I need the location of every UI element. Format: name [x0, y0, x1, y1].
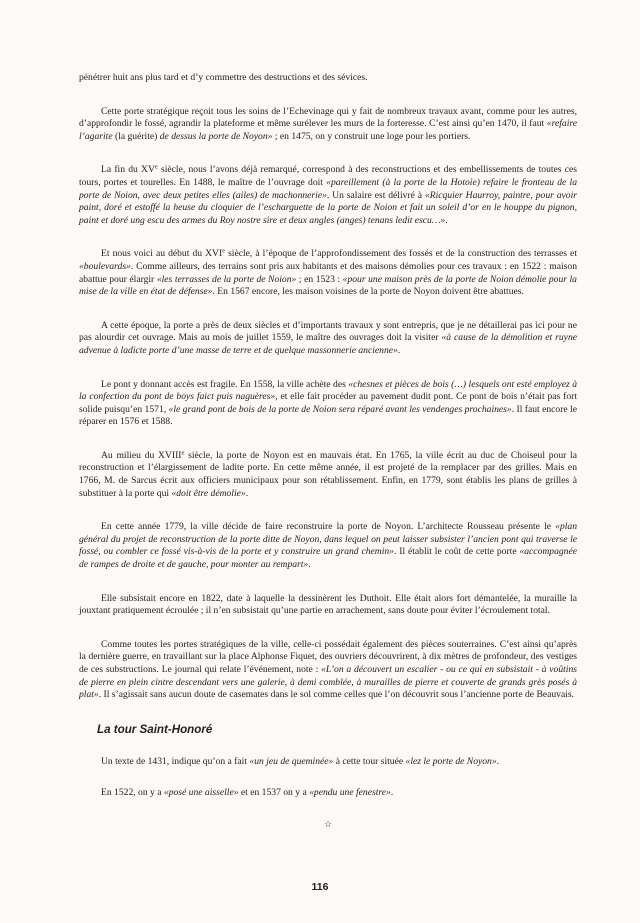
- text-run: En 1522, on y a: [101, 787, 164, 799]
- text-run: pénétrer huit ans plus tard et d’y commettre des destructions et des sévices.: [79, 72, 368, 83]
- page-number: 116: [311, 881, 329, 893]
- text-run: à cette tour située: [333, 755, 406, 767]
- text-run: A cette époque, la porte a près de deux siècles et d’importants travaux y sont entrepris, que je ne détaillerai pas ici pour ne pas alourdir cet ouvrage. Mais au mois de juillet 1559, le maître des ouvrages doit la visiter: [79, 319, 577, 344]
- text-run: , et elle fait procéder au pavement dudit pont. Ce pont de bois n’était pas fort solide puisqu’en 1571,: [79, 391, 577, 415]
- paragraph: [79, 164, 577, 227]
- text-run: Elle subsistait encore en 1822, date à laquelle la dessinèrent les Duthoit. Elle était alors fort démantelée, la muraille la jouxtant pratiquement écroulée ; il n’en subsistait qu’une partie en arrachement, sans doute pour éviter l’écroulement total.: [79, 592, 577, 617]
- quote-italic: «accompagnée de rampes de droite et de gauche, pour monter au rempart»: [79, 546, 577, 571]
- text-run: La fin du XV: [101, 164, 155, 176]
- paragraph: [79, 106, 577, 144]
- quote-italic: «les terrasses de la porte de Noion»: [156, 273, 297, 285]
- text-run: Comme toutes les portes stratégiques de la ville, celle-ci possédait également des pièces souterraines. C’est ainsi qu’après la dernière guerre, en travaillant sur la place Alphonse Fiquet, des ouvriers découvrirent, à dix mètres de profondeur, des vestiges de ces substructions. Le journal qui relate l’événement, note :: [79, 638, 577, 675]
- quote-italic: de dessus la porte de Noyon»: [159, 130, 273, 142]
- superscript: e: [222, 247, 226, 255]
- text-run: . Il établit le coût de cette porte: [393, 546, 520, 558]
- text-run: et en 1537 on y a: [238, 787, 310, 799]
- quote-italic: «un jeu de queminée»: [249, 755, 334, 767]
- paragraph: [79, 320, 577, 358]
- text-run: . En 1567 encore, les maison voisines de la porte de Noyon doivent être abattues.: [212, 286, 524, 298]
- superscript: e: [181, 449, 185, 457]
- text-run: ; en 1523 :: [296, 273, 343, 285]
- page-body: [79, 72, 577, 830]
- text-run: .: [390, 787, 394, 799]
- quote-italic: «refaire l’agarite: [79, 118, 577, 142]
- paragraph: [79, 593, 577, 618]
- text-run: siècle, nous l’avons déjà remarqué, correspond à des reconstructions et des embellissements de toutes ces tours, portes et tourelles. En 1488, le maître de l’ouvrage doit: [79, 164, 577, 188]
- quote-italic: «posé une aisselle»: [163, 787, 239, 799]
- text-run: En cette année 1779, la ville décide de faire reconstruire la porte de Noyon. L’architecte Rousseau présente le: [101, 521, 556, 533]
- text-run: .: [445, 214, 448, 226]
- paragraph: [79, 521, 577, 571]
- text-run: .: [308, 559, 311, 571]
- text-run: Cette porte stratégique reçoit tous les soins de l’Echevinage qui y fait de nombreux travaux avant, comme pour les autres, d’approfondir le fossé, agrandir la plateforme et même surélever les murs de la forteresse. C’est ainsi qu’en 1470, il faut: [79, 105, 577, 130]
- main-text: [79, 72, 577, 702]
- paragraph: [79, 72, 577, 85]
- quote-italic: «doit être démolie»: [171, 487, 246, 499]
- paragraph: [79, 248, 577, 298]
- paragraph: [79, 787, 577, 800]
- text-run: ; en 1475, on y construit une loge pour les portiers.: [272, 130, 471, 142]
- text-run: Le pont y donnant accès est fragile. En 1558, la ville achète des: [101, 378, 349, 390]
- section-heading: La tour Saint-Honoré: [97, 722, 213, 736]
- quote-italic: «pour une maison près de la porte de Noion démolie pour la mise de la ville en état de défense»: [79, 273, 577, 298]
- paragraph: [79, 639, 577, 702]
- quote-italic: «lez le porte de Noyon»: [405, 755, 497, 767]
- paragraph: [79, 756, 577, 769]
- quote-italic: «L’on a découvert un escalier - ou ce qui en subsistait - à voûtins de pierre en plein cintre descendant vers une galerie, à demi comblée, à murailles de pierre et couverte de grands grès posés à plat»: [79, 664, 577, 701]
- paragraph: [79, 379, 577, 429]
- text-run: siècle, la porte de Noyon est en mauvais état. En 1765, la ville écrit au duc de Choiseul pour la reconstruction et l’élargissement de ladite porte. En cette même année, il est projeté de la remplacer par des grilles. Mais en 1766, M. de Sarcus écrit aux officiers municipaux pour son rétablissement. Enfin, en 1779, sont établis les plans de grilles à substituer à la porte qui: [79, 449, 577, 499]
- text-run: Et nous voici au début du XVI: [101, 248, 223, 260]
- text-run: siècle, à l’époque de l’approfondissement des fossés et de la construction des terrasses et: [225, 248, 577, 260]
- section-text: [79, 756, 577, 800]
- quote-italic: «à cause de la démolition et ruyne advenue à ladicte porte d’une masse de terre et de quelque massonnerie ancienne»: [79, 332, 577, 356]
- text-run: . Comme ailleurs, des terrains sont pris aux habitants et des maisons démolies pour ces travaux : en 1522 : maison abattue pour élargir: [79, 260, 577, 285]
- star-ornament-icon: ☆: [323, 818, 333, 829]
- quote-italic: «le grand pont de bois de la porte de Noion sera réparé avant les vendenges prochaines»: [168, 403, 512, 415]
- superscript: e: [154, 163, 158, 171]
- text-run: Au milieu du XVIII: [101, 449, 182, 461]
- text-run: .: [397, 344, 401, 356]
- text-run: . Il faut encore le réparer en 1576 et 1588.: [79, 403, 577, 428]
- quote-italic: «boulevards»: [79, 260, 131, 272]
- quote-italic: «plan général du projet de reconstruction de la porte ditte de Noyon, dans lequel on peut laisser subsister l’ancien pont qui traverse le fossé, ou combler ce fossé vis-à-vis de la porte et y construire un grand chemin»: [79, 521, 577, 558]
- quote-italic: «pareillement (à la porte de la Hotoie) refaire le fronteau de la porte de Noion, avec deux petites elles (ailes) de machonnerie»: [79, 176, 577, 201]
- text-run: .: [245, 487, 249, 499]
- text-run: . Un salaire est délivré à: [326, 189, 425, 201]
- text-run: Un texte de 1431, indique qu’on a fait: [101, 755, 250, 767]
- text-run: . Il s’agissait sans aucun doute de casemates dans le sol comme celles que l’on découvrit sous l’ancienne porte de Beauvais.: [98, 689, 575, 701]
- text-run: .: [496, 755, 500, 767]
- quote-italic: «chesnes et pièces de bois (…) lesquels ont esté employez à la confection du pont de boys faict puis naguères»: [79, 378, 577, 403]
- quote-italic: «Ricquier Haurroy, paintre, pour avoir paint, doré et estoffé la heuse du cloquier de l’escharguette de la porte de Noion et fait un soleil d’or en le houppe du pignon, paint et doré ung escu des armes du Roy nostre sire et deux angles (anges) tenans ledit escu…»: [79, 189, 577, 226]
- quote-italic: «pendu une fenestre»: [309, 787, 391, 799]
- paragraph: [79, 450, 577, 500]
- text-run: (la guérite): [112, 130, 160, 142]
